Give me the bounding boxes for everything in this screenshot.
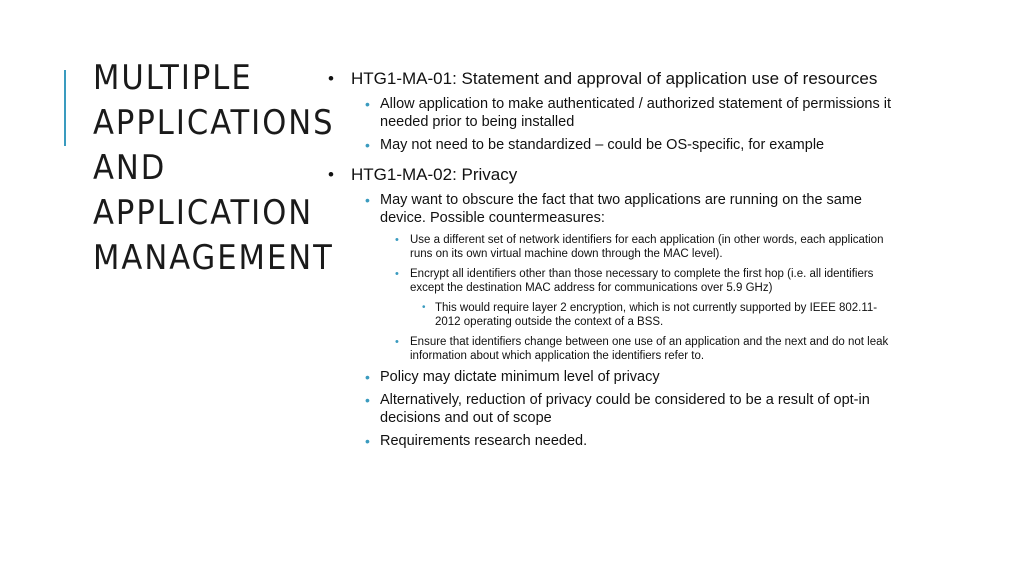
slide-title-line: APPLICATION <box>93 193 314 233</box>
bullet-text: Requirements research needed. <box>380 433 588 449</box>
slide-title-line: MULTIPLE <box>93 58 253 98</box>
sub-bullet <box>365 391 898 427</box>
bullet-text: Policy may dictate minimum level of privacy <box>380 369 660 385</box>
note-bullet-list <box>410 301 898 329</box>
bullet-text: Allow application to make authenticated / authorized statement of permissions it needed prior to being installed <box>380 96 891 130</box>
sub-bullet <box>365 136 898 154</box>
sub-bullet-list <box>351 95 898 154</box>
bullet-text: May want to obscure the fact that two applications are running on the same device. Possible countermeasures: <box>380 192 862 226</box>
slide-body <box>326 68 898 450</box>
slide-title-line: MANAGEMENT <box>93 238 334 278</box>
countermeasure-bullet <box>395 267 898 329</box>
sub-bullet <box>365 368 898 386</box>
note-bullet <box>422 301 898 329</box>
bullet-text: May not need to be standardized – could be OS-specific, for example <box>380 137 825 153</box>
sub-bullet <box>365 432 898 450</box>
sub-bullet-list <box>351 191 898 450</box>
bullet-text: HTG1-MA-02: Privacy <box>351 165 518 184</box>
slide-title <box>93 56 335 281</box>
countermeasure-bullet <box>395 335 898 363</box>
bullet-ma-01 <box>326 68 898 154</box>
slide-title-line: APPLICATIONS <box>93 103 335 143</box>
bullet-ma-02 <box>326 164 898 450</box>
bullet-text: Ensure that identifiers change between one use of an application and the next and do not leak information about which application the identifiers refer to. <box>410 336 889 362</box>
countermeasure-bullet <box>395 233 898 261</box>
bullet-text: Use a different set of network identifiers for each application (in other words, each application runs on its own virtual machine down through the MAC level). <box>410 234 884 260</box>
bullet-text: Alternatively, reduction of privacy could be considered to be a result of opt-in decisions and out of scope <box>380 392 870 426</box>
bullet-text: This would require layer 2 encryption, which is not currently supported by IEEE 802.11-2012 operating outside the context of a BSS. <box>435 302 878 328</box>
sub-bullet <box>365 191 898 363</box>
sub-bullet <box>365 95 898 131</box>
title-accent-bar <box>64 70 66 146</box>
bullet-text: Encrypt all identifiers other than those necessary to complete the first hop (i.e. all identifiers except the destination MAC address for communications over 5.9 GHz) <box>410 268 874 294</box>
slide-title-line: AND <box>93 148 167 188</box>
sub-sub-bullet-list <box>380 233 898 363</box>
bullet-text: HTG1-MA-01: Statement and approval of application use of resources <box>351 69 878 88</box>
bullet-list <box>326 68 898 450</box>
